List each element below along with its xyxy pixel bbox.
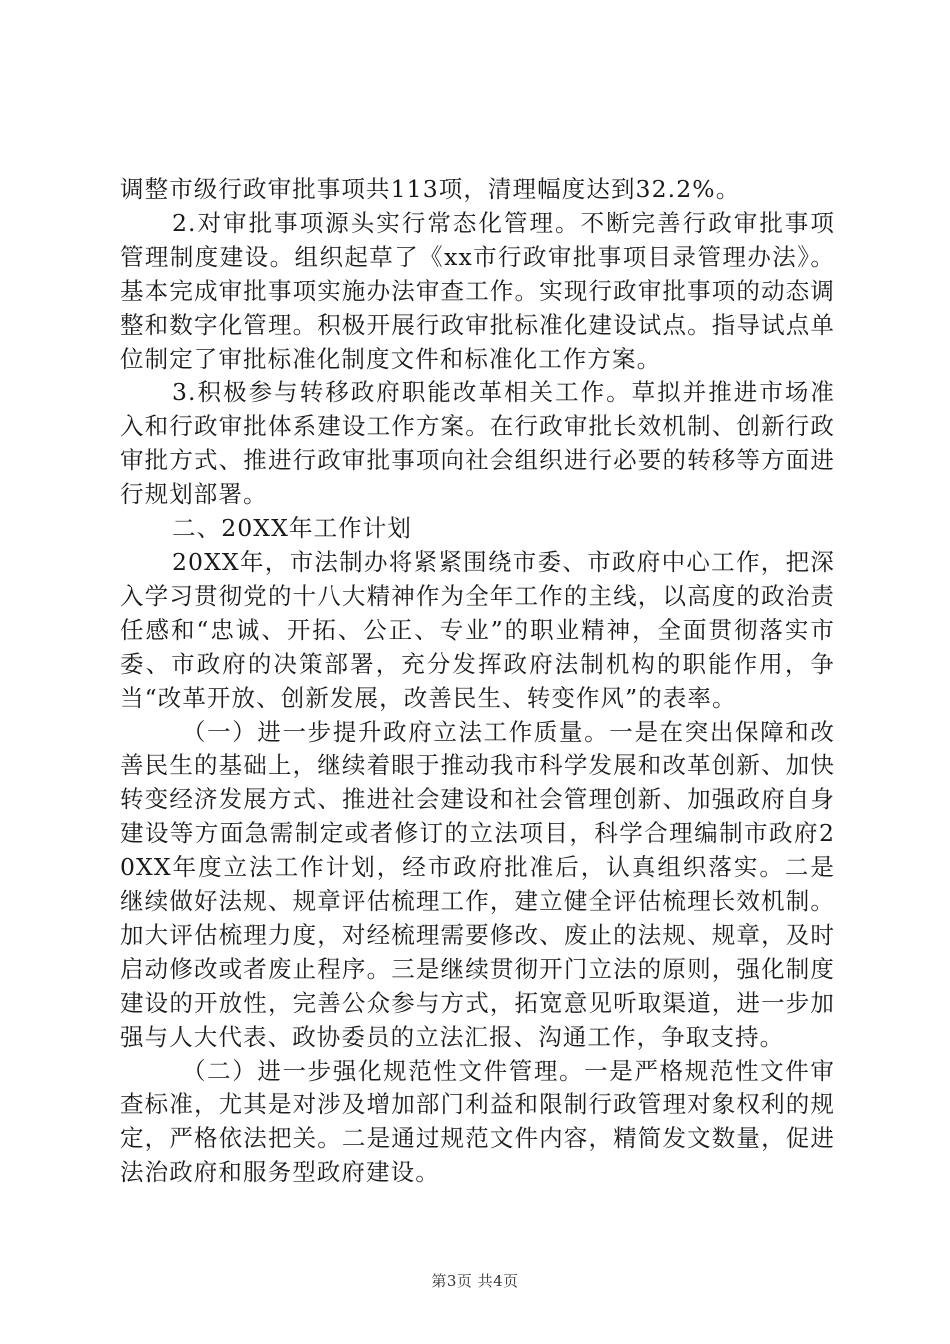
page-footer: 第3页 共4页 [431,1272,519,1290]
paragraph-plan-1: （一）进一步提升政府立法工作质量。一是在突出保障和改善民生的基础上，继续着眼于推动我市科学发展和改革创新、加快转变经济发展方式、推进社会建设和社会管理创新、加强政府自身建设等方面急需制定或者修订的立法项目，科学合理编制市政府20XX年度立法工作计划，经市政府批准后，认真组织落实。二是继续做好法规、规章评估梳理工作，建立健全评估梳理长效机制。加大评估梳理力度，对经梳理需要修改、废止的法规、规章，及时启动修改或者废止程序。三是继续贯彻开门立法的原则，强化制度建设的开放性，完善公众参与方式，拓宽意见听取渠道，进一步加强与人大代表、政协委员的立法汇报、沟通工作，争取支持。 [120,717,835,1051]
paragraph-item-2: 2.对审批事项源头实行常态化管理。不断完善行政审批事项管理制度建设。组织起草了《xx市行政审批事项目录管理办法》。基本完成审批事项实施办法审查工作。实现行政审批事项的动态调整和数字化管理。积极开展行政审批标准化建设试点。指导试点单位制定了审批标准化制度文件和标准化工作方案。 [120,208,835,373]
paragraph-approval-count: 调整市级行政审批事项共113项，清理幅度达到32.2%。 [120,175,741,203]
paragraph-plan-2: （二）进一步强化规范性文件管理。一是严格规范性文件审查标准，尤其是对涉及增加部门利益和限制行政管理对象权利的规定，严格依法把关。二是通过规范文件内容，精简发文数量，促进法治政府和服务型政府建设。 [120,1056,835,1187]
document-body [120,173,835,1190]
section-heading-work-plan: 二、20XX年工作计划 [172,514,412,543]
paragraph-plan-intro: 20XX年，市法制办将紧紧围绕市委、市政府中心工作，把深入学习贯彻党的十八大精神作为全年工作的主线，以高度的政治责任感和“忠诚、开拓、公正、专业”的职业精神，全面贯彻落实市委、市政府的决策部署，充分发挥政府法制机构的职能作用，争当“改革开放、创新发展，改善民生、转变作风”的表率。 [120,547,835,712]
paragraph-item-3: 3.积极参与转移政府职能改革相关工作。草拟并推进市场准入和行政审批体系建设工作方案。在行政审批长效机制、创新行政审批方式、推进行政审批事项向社会组织进行必要的转移等方面进行规划部署。 [120,378,835,509]
